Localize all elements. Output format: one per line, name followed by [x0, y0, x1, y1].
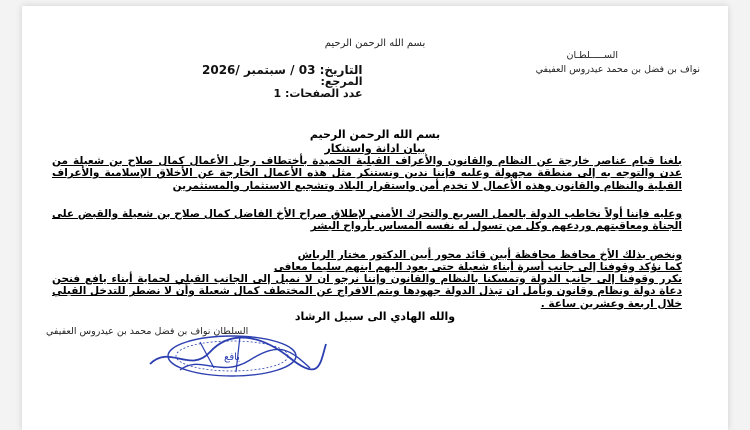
document-page	[22, 6, 728, 430]
signature-stamp-icon	[140, 324, 330, 384]
paragraph: نكرر وقوفنا إلى جانب الدولة وتمسكنا بالنظام والقانون وإننا نرجو ان لا نميل إلى الجانب القبلي لحماية أبناء يافع فنحن دعاة دولة ونظام وقانون ونأمل ان تبذل الدولة جهودها ويتم الافراج عن المختطف كمال شعيلة وأن لا نضطر للتدخل القبلي خلال اربعة وعشرين ساعة .	[52, 273, 682, 310]
sultan-name: نواف بن فضل بن محمد عيدروس العفيفي	[535, 64, 700, 75]
paragraph: بلغنا قيام عناصر خارجة عن النظام والقانون والأعراف القبلية الحميدة بأختطاف رجل الأعمال كمال صلاح بن شعيلة من عدن والتوجه به إلى منطقة مجهولة وعليه فإننا ندين ونستنكر مثل هذه الأعمال الخارجة عن الأخلاق الإسلامية والأعراف القبلية والنظام والقانون وهذه الأعمال لا تخدم أمن واستقرار البلاد وتشجيع الاستثمار والمستثمرين	[52, 155, 682, 192]
closing-line: والله الهادي الى سبيل الرشاد	[294, 310, 456, 323]
signatory-name: السلطان نواف بن فضل محمد بن عيدروس العفيفي	[46, 326, 249, 337]
header-basmala: بسم الله الرحمن الرحيم	[324, 38, 426, 49]
reference-line: المرجع:	[320, 75, 363, 88]
date-line: التاريخ: 03 / سبتمبر /2026	[202, 63, 363, 77]
statement-title: بيان ادانة واستنكار	[324, 142, 426, 155]
paragraph: كما نؤكد وقوفنا إلى جانب أسرة أبناء شعيلة حتى يعود اليهم ابنهم سليما معافى	[273, 261, 682, 273]
page-count-line: عدد الصفحات: 1	[273, 87, 363, 100]
paragraph: وعليه فإننا أولاً نخاطب الدولة بالعمل السريع والتحرك الأمني لإطلاق صراح الأخ الفاضل كمال صلاح بن شعيلة والقبض على الجناة ومعاقبتهم وردعهم وكل من تسول له نفسه المساس بأرواح البشر	[52, 208, 682, 233]
sultan-title: الســـــلطـان	[566, 50, 618, 61]
body-basmala: بسم الله الرحمن الرحيم	[309, 128, 441, 141]
stamp-text: يافع	[224, 352, 240, 363]
document-meta	[202, 64, 362, 100]
paragraph: ونخص بذلك الأخ محافظ محافظة أبين قائد محور أبين الدكتور مختار الرباش	[297, 249, 682, 261]
